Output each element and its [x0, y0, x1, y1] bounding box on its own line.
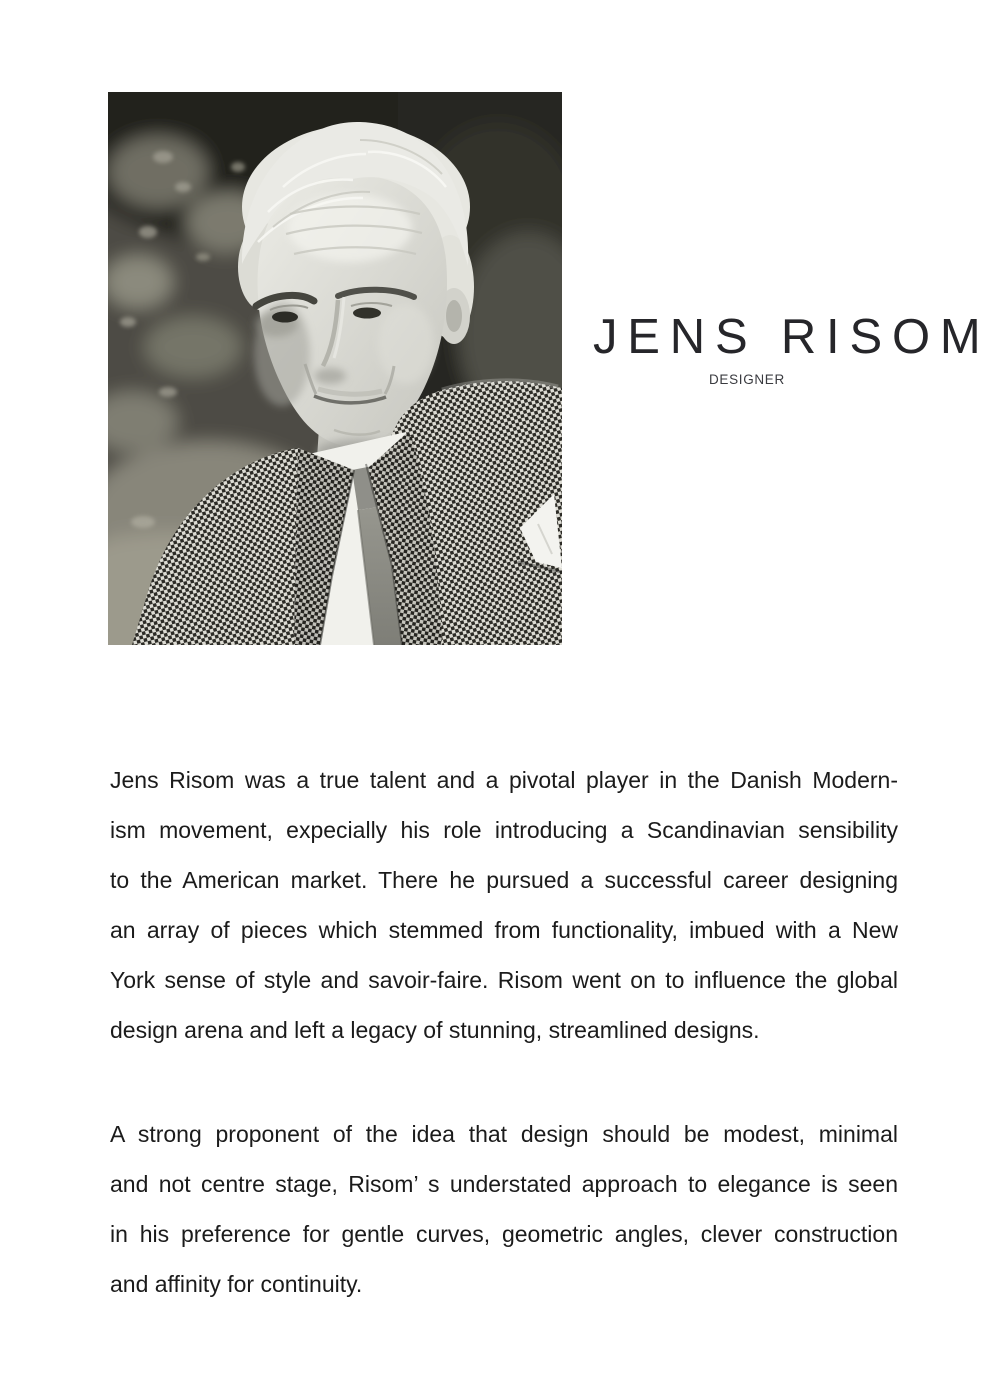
text-line: Jens Risom was a true talent and a pivotal player in the Danish Modern-	[110, 767, 898, 793]
text-line: and affinity for continuity.	[110, 1271, 363, 1297]
text-line: York sense of style and savoir-faire. Risom went on to influence the global	[110, 967, 898, 993]
page-subtitle: DESIGNER	[709, 372, 785, 387]
text-line: to the American market. There he pursued a successful career designing	[110, 867, 898, 893]
page-title: JENS RISOM	[593, 310, 990, 364]
eye-left	[353, 308, 381, 319]
text-line: in his preference for gentle curves, geometric angles, clever construction	[110, 1221, 898, 1247]
bio-paragraph-1	[110, 755, 898, 1055]
bio-paragraph-2	[110, 1109, 898, 1309]
text-line: an array of pieces which stemmed from functionality, imbued with a New	[110, 917, 898, 943]
portrait-photo	[108, 92, 562, 645]
eye-right	[272, 312, 298, 323]
text-line: and not centre stage, Risom’ s understated approach to elegance is seen	[110, 1171, 898, 1197]
text-line: ism movement, expecially his role introducing a Scandinavian sensibility	[110, 817, 898, 843]
text-line: design arena and left a legacy of stunning, streamlined designs.	[110, 1017, 760, 1043]
portrait-photo-canvas	[108, 92, 562, 645]
text-line: A strong proponent of the idea that design should be modest, minimal	[110, 1121, 898, 1147]
ear-inner	[446, 300, 462, 332]
